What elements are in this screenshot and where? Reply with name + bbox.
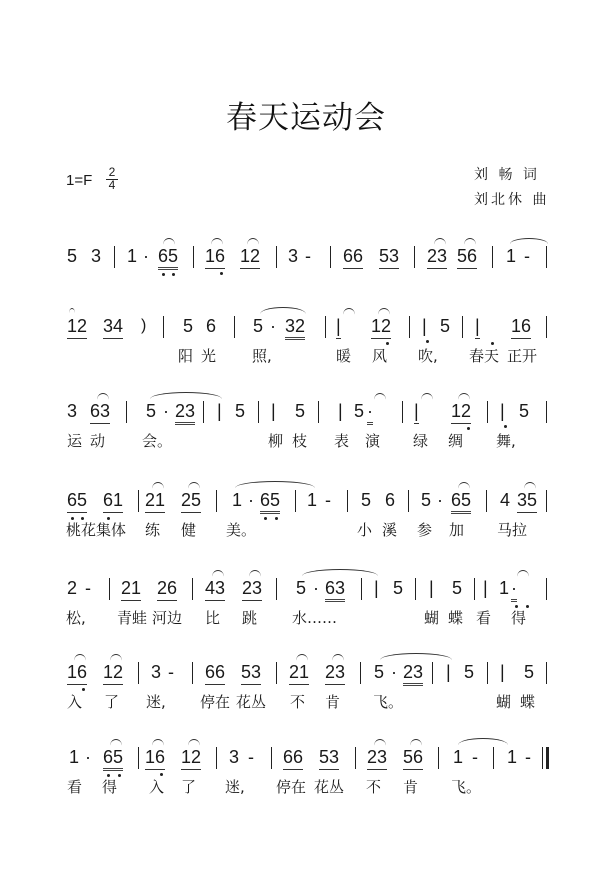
close-paren: ) <box>141 317 147 334</box>
slur <box>434 238 446 245</box>
time-numerator: 2 <box>106 167 118 180</box>
lyric: 照, <box>252 347 272 365</box>
note: | <box>446 662 451 682</box>
lyric: 吹, <box>418 347 438 365</box>
note-group: 23 <box>403 662 423 686</box>
slur <box>188 739 200 746</box>
tie <box>260 307 306 314</box>
note-group: 25 <box>181 490 201 513</box>
barline <box>276 662 277 684</box>
note-group: 16 <box>205 246 225 269</box>
note: 3 <box>151 662 162 682</box>
lower-octave-dot <box>162 273 165 276</box>
note-group: 61 <box>103 490 123 513</box>
lyric: 演 <box>365 432 381 450</box>
barline <box>347 490 348 512</box>
lyric: 得 <box>511 609 527 627</box>
note-group: 65 <box>260 490 280 514</box>
note-group: | <box>336 316 341 339</box>
note: 5 <box>374 662 385 682</box>
slur <box>152 482 164 489</box>
barline <box>163 316 164 338</box>
barline <box>361 578 362 600</box>
note: 5 <box>361 490 372 510</box>
barline <box>138 747 139 769</box>
barline <box>546 401 547 423</box>
barline <box>409 316 410 338</box>
note: 3 <box>67 401 78 421</box>
score-row-6 <box>0 662 612 742</box>
dot-rhythm: · <box>437 490 443 510</box>
lyric: 舞, <box>496 432 516 450</box>
score-row-3 <box>0 401 612 481</box>
slur <box>296 654 308 661</box>
lyric: 青蛙 <box>117 609 148 627</box>
note-group: 65 <box>451 490 471 514</box>
lyric: 肯 <box>403 778 419 796</box>
note: 3 <box>229 747 240 767</box>
tie <box>302 569 378 576</box>
dash: 5 <box>440 316 451 336</box>
note: | <box>422 316 427 336</box>
lyric: 不 <box>366 778 382 796</box>
note-group: 26 <box>157 578 177 601</box>
dot-rhythm: · <box>143 246 149 266</box>
barline <box>487 662 488 684</box>
lyric: 看 <box>67 778 83 796</box>
note-group: 16 <box>67 662 87 685</box>
slur <box>249 570 261 577</box>
note: | <box>500 662 505 682</box>
note: 5 <box>67 246 78 266</box>
note-group: 12 <box>181 747 201 770</box>
dash: - <box>248 747 254 767</box>
barline <box>487 401 488 423</box>
key-signature: 1=F <box>66 172 93 189</box>
final-barline <box>542 747 548 769</box>
lyric: 得 <box>102 778 118 796</box>
note: | <box>338 401 343 421</box>
barline <box>432 662 433 684</box>
lyric: 暖 <box>336 347 352 365</box>
lyric: 跳 <box>242 609 258 627</box>
barline <box>546 578 547 600</box>
lyric: 风 <box>372 347 388 365</box>
slur <box>458 393 470 400</box>
note-group: | <box>475 316 480 339</box>
note: 6 <box>385 490 396 510</box>
slur <box>378 308 390 315</box>
note-group: 12 <box>67 316 87 339</box>
note-group: 23 <box>325 662 345 685</box>
note-group: 53 <box>319 747 339 770</box>
time-denominator: 4 <box>108 178 116 192</box>
lyric: 飞。 <box>373 693 404 711</box>
barline <box>126 401 127 423</box>
lyric: 健 <box>181 521 197 539</box>
lyric: 溪 <box>382 521 398 539</box>
score-row-2 <box>0 316 612 396</box>
barline <box>276 246 277 268</box>
lyric: 会。 <box>142 432 173 450</box>
barline <box>193 246 194 268</box>
slur <box>332 654 344 661</box>
lyric: 蝴 <box>496 693 512 711</box>
note-group: 21 <box>289 662 309 685</box>
barline <box>462 316 463 338</box>
note: 5 <box>146 401 157 421</box>
lyric: 美。 <box>226 521 257 539</box>
note: 5 <box>296 578 307 598</box>
note: 5 <box>421 490 432 510</box>
barline <box>408 490 409 512</box>
note: 5 <box>452 578 463 598</box>
note-group: 23 <box>367 747 387 770</box>
dot-rhythm: · <box>248 490 254 510</box>
barline <box>325 316 326 338</box>
note-group: 12 <box>371 316 391 339</box>
slur <box>343 308 355 315</box>
note: 1 <box>453 747 464 767</box>
lyric: 正开 <box>507 347 538 365</box>
lyric: 加 <box>449 521 465 539</box>
note-group: 12 <box>103 662 123 685</box>
note: 3 <box>91 246 102 266</box>
dot-rhythm: 5 <box>354 401 365 421</box>
barline <box>216 490 217 512</box>
note-group: 53 <box>379 246 399 269</box>
dash: 5 <box>464 662 475 682</box>
lyric: 飞。 <box>451 778 482 796</box>
dot-rhythm: 1 <box>499 578 510 598</box>
barline <box>192 578 193 600</box>
barline <box>203 401 204 423</box>
note-group: 21 <box>145 490 165 513</box>
song-title: 春天运动会 <box>226 100 386 136</box>
slur <box>247 238 259 245</box>
lyric: 比 <box>205 609 221 627</box>
note-group: 43 <box>205 578 225 601</box>
lyric: 光 <box>201 347 217 365</box>
lyric: 阳 <box>178 347 194 365</box>
lyric: 动 <box>90 432 106 450</box>
barline <box>192 662 193 684</box>
dash: - <box>524 246 530 266</box>
note-group: 63 <box>325 578 345 602</box>
note-group: 12 <box>451 401 471 424</box>
lower-octave-dot <box>275 517 278 520</box>
dash: - <box>525 747 531 767</box>
barline <box>109 578 110 600</box>
barline <box>330 246 331 268</box>
note-group: 32 <box>285 316 305 340</box>
note: 5 <box>295 401 306 421</box>
lyric: 松, <box>66 609 86 627</box>
lyric: 迷, <box>146 693 166 711</box>
barline <box>114 246 115 268</box>
time-signature <box>106 167 118 191</box>
lyric: 河边 <box>152 609 183 627</box>
lower-octave-dot <box>526 605 529 608</box>
lyric: 花丛 <box>314 778 345 796</box>
note-group: 65 <box>103 747 123 771</box>
tie <box>380 653 452 660</box>
dot-rhythm: · <box>85 747 91 767</box>
barline <box>138 490 139 512</box>
note-group: 23 <box>427 246 447 269</box>
lyric: 表 <box>334 432 350 450</box>
barline <box>138 662 139 684</box>
slur <box>163 238 175 245</box>
barline <box>546 490 547 512</box>
note: 1 <box>127 246 138 266</box>
note-group: 65 <box>67 490 87 513</box>
slur <box>458 482 470 489</box>
slur <box>374 393 386 400</box>
lyric: 蝴 <box>424 609 440 627</box>
score-row-1 <box>0 246 612 326</box>
note: | <box>374 578 379 598</box>
note: 6 <box>206 316 217 336</box>
barline <box>234 316 235 338</box>
lyric: 绸 <box>448 432 464 450</box>
note-group: 53 <box>241 662 261 685</box>
note-group: 16 <box>511 316 531 339</box>
lyric: 绿 <box>413 432 429 450</box>
note-group: 56 <box>457 246 477 269</box>
barline <box>492 246 493 268</box>
slur <box>97 393 109 400</box>
tie <box>510 238 548 244</box>
lower-octave-dot <box>467 427 470 430</box>
slur <box>152 739 164 746</box>
slur <box>517 570 529 577</box>
lyric: 柳 <box>268 432 284 450</box>
dash: - <box>325 490 331 510</box>
note-group: · <box>367 401 373 425</box>
slur <box>464 238 476 245</box>
note: 1 <box>307 490 318 510</box>
note-group: 12 <box>240 246 260 269</box>
note-group: 21 <box>121 578 141 601</box>
note: 1 <box>69 747 80 767</box>
dash: - <box>168 662 174 682</box>
slur <box>110 654 122 661</box>
lyric: 了 <box>181 778 197 796</box>
dot-rhythm: · <box>270 316 276 336</box>
slur <box>410 739 422 746</box>
dash: - <box>472 747 478 767</box>
barline <box>438 747 439 769</box>
lower-octave-dot <box>264 517 267 520</box>
note-group: 23 <box>175 401 195 425</box>
composer-credit: 刘北休 曲 <box>474 192 550 208</box>
note: | <box>271 401 276 421</box>
slur <box>74 654 86 661</box>
slur <box>212 570 224 577</box>
note: | <box>217 401 222 421</box>
lyric: 参 <box>417 521 433 539</box>
dot-rhythm: · <box>391 662 397 682</box>
lower-octave-dot <box>504 425 507 428</box>
lyric: 桃花集体 <box>66 521 127 539</box>
tie <box>235 481 315 488</box>
note: 3 <box>288 246 299 266</box>
note-group: | <box>414 401 419 424</box>
lyric: 春天 <box>469 347 500 365</box>
barline <box>355 747 356 769</box>
barline <box>493 747 494 769</box>
barline <box>295 490 296 512</box>
note-group: 65 <box>158 246 178 270</box>
note: 5 <box>183 316 194 336</box>
barline <box>402 401 403 423</box>
dash: 5 <box>235 401 246 421</box>
note-group: 63 <box>90 401 110 424</box>
barline <box>546 662 547 684</box>
note: | <box>429 578 434 598</box>
lyric: 停在 <box>276 778 307 796</box>
lower-octave-dot <box>426 340 429 343</box>
tie <box>69 308 75 313</box>
note: 4 <box>500 490 511 510</box>
note-group: 34 <box>103 316 123 339</box>
note-group: 66 <box>283 747 303 770</box>
barline <box>474 578 475 600</box>
slur <box>421 393 433 400</box>
lyric: 马拉 <box>497 521 528 539</box>
lyric: 蝶 <box>520 693 536 711</box>
lyric: 枝 <box>292 432 308 450</box>
note-group: 66 <box>205 662 225 685</box>
slur <box>211 238 223 245</box>
score-row-7 <box>0 747 612 827</box>
lyricist-credit: 刘 畅 词 <box>474 167 540 183</box>
lyric: 练 <box>145 521 161 539</box>
note-group: · <box>511 578 517 602</box>
lyric: 不 <box>290 693 306 711</box>
lyric: 小 <box>357 521 373 539</box>
barline <box>276 578 277 600</box>
score-row-4 <box>0 490 612 570</box>
note-group: 56 <box>403 747 423 770</box>
note-group: 23 <box>242 578 262 601</box>
note: 5 <box>524 662 535 682</box>
barline <box>258 401 259 423</box>
score-row-5 <box>0 578 612 658</box>
lyric: 迷, <box>225 778 245 796</box>
slur <box>524 482 536 489</box>
barline <box>414 246 415 268</box>
note: 2 <box>67 578 78 598</box>
lyric: 入 <box>149 778 165 796</box>
note: 1 <box>506 246 517 266</box>
note: 5 <box>253 316 264 336</box>
note-group: 16 <box>145 747 165 770</box>
barline <box>216 747 217 769</box>
barline <box>318 401 319 423</box>
lower-octave-dot <box>172 273 175 276</box>
dash: 5 <box>393 578 404 598</box>
slur <box>110 739 122 746</box>
lyric: 水…… <box>292 609 338 627</box>
barline <box>271 747 272 769</box>
lyric: 花丛 <box>236 693 267 711</box>
note-group: 66 <box>343 246 363 269</box>
lyric: 肯 <box>325 693 341 711</box>
lyric: 看 <box>476 609 492 627</box>
dash: 5 <box>519 401 530 421</box>
barline <box>546 316 547 338</box>
lyric: 入 <box>67 693 83 711</box>
slur <box>188 482 200 489</box>
lyric: 运 <box>67 432 83 450</box>
barline <box>360 662 361 684</box>
lower-octave-dot <box>220 272 223 275</box>
lyric: 了 <box>104 693 120 711</box>
barline <box>546 246 547 268</box>
dot-rhythm: · <box>163 401 169 421</box>
note: | <box>500 401 505 421</box>
lower-octave-dot <box>118 774 121 777</box>
note: | <box>483 578 488 598</box>
note: 1 <box>232 490 243 510</box>
dot-rhythm: · <box>313 578 319 598</box>
lyric: 蝶 <box>448 609 464 627</box>
barline <box>415 578 416 600</box>
dash: - <box>305 246 311 266</box>
lower-octave-dot <box>82 688 85 691</box>
note: 1 <box>507 747 518 767</box>
tie <box>150 392 222 399</box>
barline <box>486 490 487 512</box>
dash: - <box>85 578 91 598</box>
lyric: 停在 <box>200 693 231 711</box>
tie <box>458 738 508 745</box>
note-group: 35 <box>517 490 537 513</box>
slur <box>374 739 386 746</box>
